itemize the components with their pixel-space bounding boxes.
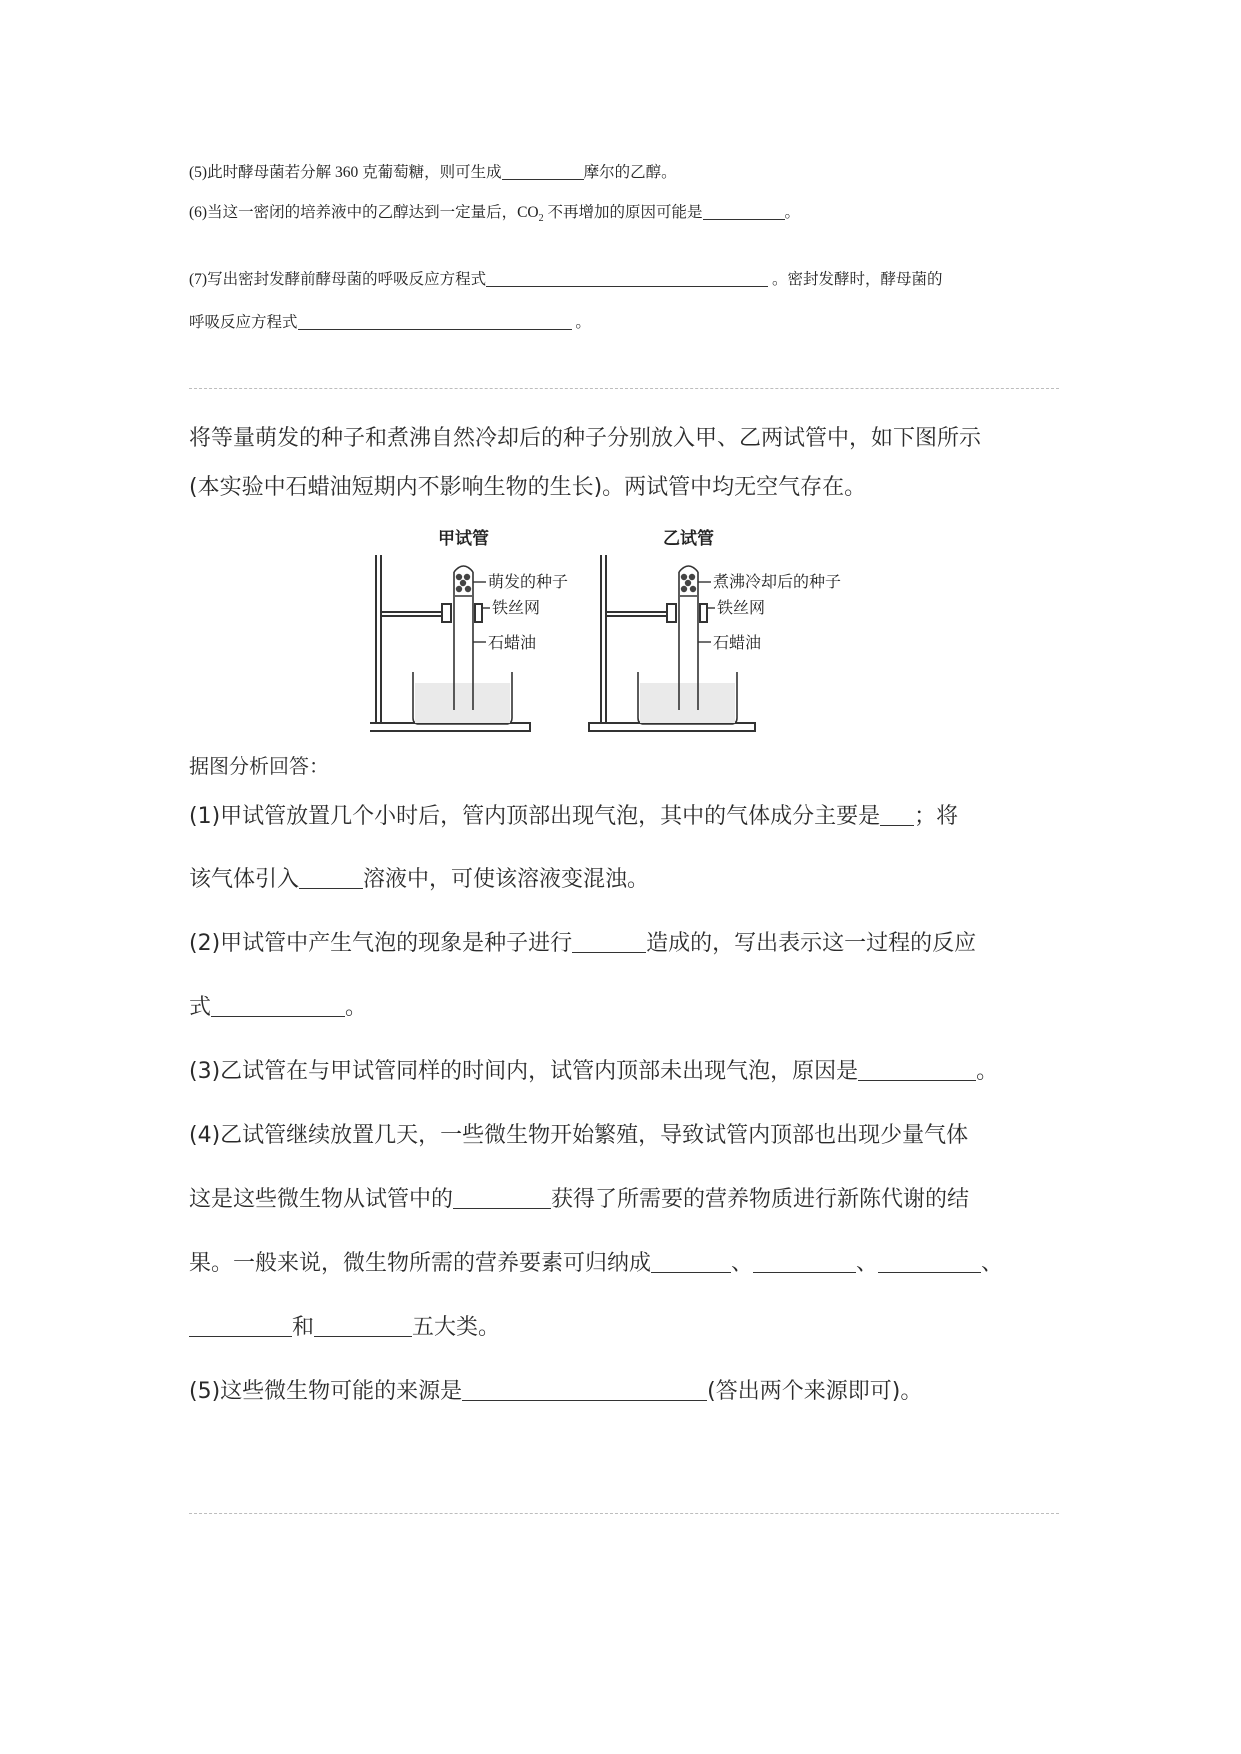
answer-blank[interactable] bbox=[572, 930, 646, 953]
answer-blank[interactable] bbox=[298, 314, 572, 331]
q2-line-2: 式 。 bbox=[189, 995, 368, 1020]
answer-blank[interactable] bbox=[703, 204, 785, 221]
answer-blank[interactable] bbox=[753, 1250, 856, 1273]
answer-blank[interactable] bbox=[189, 1314, 292, 1337]
answer-blank[interactable] bbox=[211, 994, 345, 1017]
answer-blank[interactable] bbox=[486, 271, 768, 288]
answer-blank[interactable] bbox=[502, 164, 584, 181]
seeds-yi bbox=[681, 574, 696, 592]
q1-line-1: (1)甲试管放置几个小时后，管内顶部出现气泡，其中的气体成分主要是 ；将 bbox=[189, 804, 959, 829]
q1-line-2: 该气体引入 溶液中，可使该溶液变混浊。 bbox=[189, 867, 650, 892]
answer-blank[interactable] bbox=[462, 1378, 707, 1401]
label-jia-seed: 萌发的种子 bbox=[488, 572, 569, 591]
answer-blank[interactable] bbox=[453, 1186, 551, 1209]
answer-blank[interactable] bbox=[858, 1058, 976, 1081]
q4-line-3: 果。一般来说，微生物所需的营养要素可归纳成 、 、 、 bbox=[189, 1251, 1004, 1276]
section-divider-bottom bbox=[189, 1513, 1059, 1514]
answer-blank[interactable] bbox=[880, 803, 914, 826]
answer-blank[interactable] bbox=[878, 1250, 981, 1273]
q2-line-1: (2)甲试管中产生气泡的现象是种子进行 造成的，写出表示这一过程的反应 bbox=[189, 931, 977, 956]
label-yi-oil: 石蜡油 bbox=[713, 633, 762, 652]
q4-line-2: 这是这些微生物从试管中的 获得了所需要的营养物质进行新陈代谢的结 bbox=[189, 1187, 970, 1212]
q4-line-1: (4)乙试管继续放置几天，一些微生物开始繁殖，导致试管内顶部也出现少量气体 bbox=[189, 1123, 969, 1148]
question-7-small-line1: (7)写出密封发酵前酵母菌的呼吸反应方程式 。密封发酵时，酵母菌的 bbox=[189, 271, 943, 288]
seeds-jia bbox=[456, 574, 471, 592]
answer-blank[interactable] bbox=[299, 866, 363, 889]
section-divider bbox=[189, 388, 1059, 389]
question-7-small-line2: 呼吸反应方程式 。 bbox=[189, 314, 591, 331]
answer-blank[interactable] bbox=[314, 1314, 412, 1337]
analysis-prompt: 据图分析回答： bbox=[189, 754, 329, 778]
tube-yi-title: 乙试管 bbox=[663, 529, 714, 549]
answer-blank[interactable] bbox=[651, 1250, 731, 1273]
label-yi-seed: 煮沸冷却后的种子 bbox=[713, 572, 842, 591]
tube-jia-title: 甲试管 bbox=[438, 529, 489, 549]
question-5-small: (5)此时酵母菌若分解 360 克葡萄糖，则可生成 摩尔的乙醇。 bbox=[189, 164, 677, 181]
label-jia-mesh: 铁丝网 bbox=[492, 598, 541, 617]
test-tube-figure bbox=[370, 520, 890, 735]
label-jia-oil: 石蜡油 bbox=[488, 633, 537, 652]
question-6-small: (6)当这一密闭的培养液中的乙醇达到一定量后，$CO_2$ 不再增加的原因可能是 。 bbox=[189, 204, 801, 225]
q5-line: (5)这些微生物可能的来源是 (答出两个来源即可)。 bbox=[189, 1379, 923, 1404]
label-yi-mesh: 铁丝网 bbox=[717, 598, 766, 617]
intro-line-2: (本实验中石蜡油短期内不影响生物的生长)。两试管中均无空气存在。 bbox=[189, 475, 867, 500]
q3-line: (3)乙试管在与甲试管同样的时间内，试管内顶部未出现气泡，原因是 。 bbox=[189, 1059, 999, 1084]
intro-line-1: 将等量萌发的种子和煮沸自然冷却后的种子分别放入甲、乙两试管中，如下图所示 bbox=[189, 426, 982, 451]
q4-line-4: 和 五大类。 bbox=[189, 1310, 500, 1341]
